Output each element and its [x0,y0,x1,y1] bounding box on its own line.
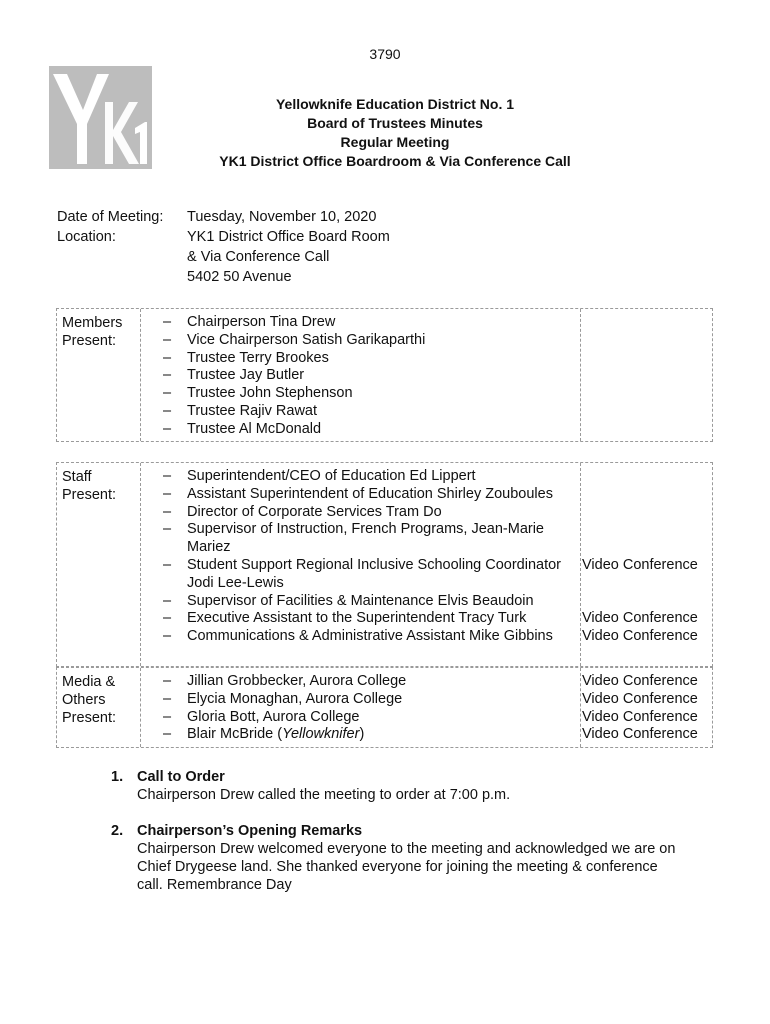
member-name: Trustee Terry Brookes [187,349,329,366]
dash: – [163,367,172,384]
staff-label-line: Present: [62,487,116,503]
staff-list [163,468,578,646]
media-label-line: Media & [62,674,116,690]
attendee-name-part: ) [359,726,365,743]
section-title: Chairperson’s Opening Remarks [137,823,363,839]
media-list [163,673,578,744]
dash: – [163,314,172,330]
location-line: YK1 District Office Board Room [187,229,390,245]
dash: – [163,503,172,520]
list-item [163,504,578,522]
location-line: 5402 50 Avenue [187,269,292,285]
dash: – [163,628,172,645]
media-notes [582,673,708,744]
staff-name-line: Mariez [187,539,231,556]
staff-name [187,557,561,593]
meeting-details [57,207,390,287]
date-label: Date of Meeting: [57,209,164,225]
staff-table [56,462,713,667]
list-item [163,332,578,350]
dash: – [163,402,172,419]
staff-name-line: Supervisor of Instruction, French Programs, Jean-Marie [187,521,544,538]
member-name: Trustee Al McDonald [187,420,322,437]
member-name: Trustee Jay Butler [187,367,305,384]
document-title: Board of Trustees Minutes [307,115,483,131]
member-name: Chairperson Tina Drew [187,314,336,330]
list-item [163,593,578,611]
dash: – [163,485,172,502]
dash: – [163,708,172,725]
list-item [163,726,578,744]
staff-notes [582,468,708,646]
dash: – [163,420,172,437]
staff-name: Supervisor of Facilities & Maintenance Elvis Beaudoin [187,592,534,609]
section-text: Chairperson Drew welcomed everyone to the meeting and acknowledged we are on [137,841,676,857]
page-number: 3790 [369,46,401,62]
attendance-note: Video Conference [582,708,698,725]
list-item [163,610,578,628]
attendee-name-part: Blair McBride ( [187,726,283,743]
media-label [62,673,116,727]
media-label-line: Present: [62,710,116,726]
dash: – [163,521,172,538]
staff-name-line: Jodi Lee-Lewis [187,574,284,591]
dash: – [163,690,172,707]
attendee-name: Elycia Monaghan, Aurora College [187,690,403,707]
section-call-to-order [111,768,711,804]
staff-name: Executive Assistant to the Superintendent Tracy Turk [187,610,527,627]
section-text: Chairperson Drew called the meeting to order at 7:00 p.m. [137,787,511,803]
staff-name-line: Student Support Regional Inclusive Schooling Coordinator [187,556,562,573]
list-item [163,628,578,646]
list-item [163,314,578,332]
district-name: Yellowknife Education District No. 1 [275,96,515,112]
attendance-note: Video Conference [582,610,698,627]
section-text: call. Remembrance Day [137,877,292,893]
members-label [62,314,122,350]
list-item [163,403,578,421]
meeting-type: Regular Meeting [340,134,450,150]
media-table [56,667,713,748]
section-number: 1. [111,769,124,785]
staff-name: Communications & Administrative Assistant Mike Gibbins [187,628,553,645]
attendance-note: Video Conference [582,556,698,573]
dash: – [163,331,172,348]
staff-name: Assistant Superintendent of Education Shirley Zouboules [187,485,553,502]
attendance-note: Video Conference [582,690,698,707]
location-line: & Via Conference Call [187,249,330,265]
list-item [163,385,578,403]
list-item [163,521,578,557]
meeting-venue: YK1 District Office Boardroom & Via Conference Call [219,153,571,169]
publication-name: Yellowknifer [282,726,360,743]
dash: – [163,610,172,627]
section-opening-remarks [111,822,711,894]
attendance-note: Video Conference [582,673,698,689]
list-item [163,709,578,727]
attendee-name [187,726,364,744]
date-value: Tuesday, November 10, 2020 [187,209,377,225]
list-item [163,468,578,486]
dash: – [163,349,172,366]
dash: – [163,468,172,484]
location-label: Location: [57,229,116,245]
member-name: Trustee John Stephenson [187,385,353,402]
members-label-line: Present: [62,333,116,349]
dash: – [163,592,172,609]
members-label-line: Members [62,315,123,331]
document-header [190,95,600,171]
section-number: 2. [111,823,124,839]
dash: – [163,673,172,689]
attendance-note: Video Conference [582,726,698,743]
section-text: Chief Drygeese land. She thanked everyone for joining the meeting & conference [137,859,658,875]
yk1-logo-icon [49,66,152,169]
list-item [163,421,578,439]
staff-name [187,521,544,557]
staff-name: Superintendent/CEO of Education Ed Lippert [187,468,476,484]
members-table [56,308,713,442]
member-name: Trustee Rajiv Rawat [187,402,318,419]
list-item [163,691,578,709]
attendee-name: Jillian Grobbecker, Aurora College [187,673,407,689]
section-title: Call to Order [137,769,225,785]
members-list [163,314,578,439]
member-name: Vice Chairperson Satish Garikaparthi [187,331,426,348]
staff-name: Director of Corporate Services Tram Do [187,503,442,520]
dash: – [163,556,172,573]
dash: – [163,385,172,402]
list-item [163,673,578,691]
staff-label-line: Staff [62,469,92,485]
attendee-name: Gloria Bott, Aurora College [187,708,360,725]
attendance-note: Video Conference [582,628,698,645]
list-item [163,367,578,385]
list-item [163,350,578,368]
list-item [163,557,578,593]
media-label-line: Others [62,692,106,708]
staff-label [62,468,116,504]
location-value [187,227,390,287]
dash: – [163,726,172,743]
list-item [163,486,578,504]
